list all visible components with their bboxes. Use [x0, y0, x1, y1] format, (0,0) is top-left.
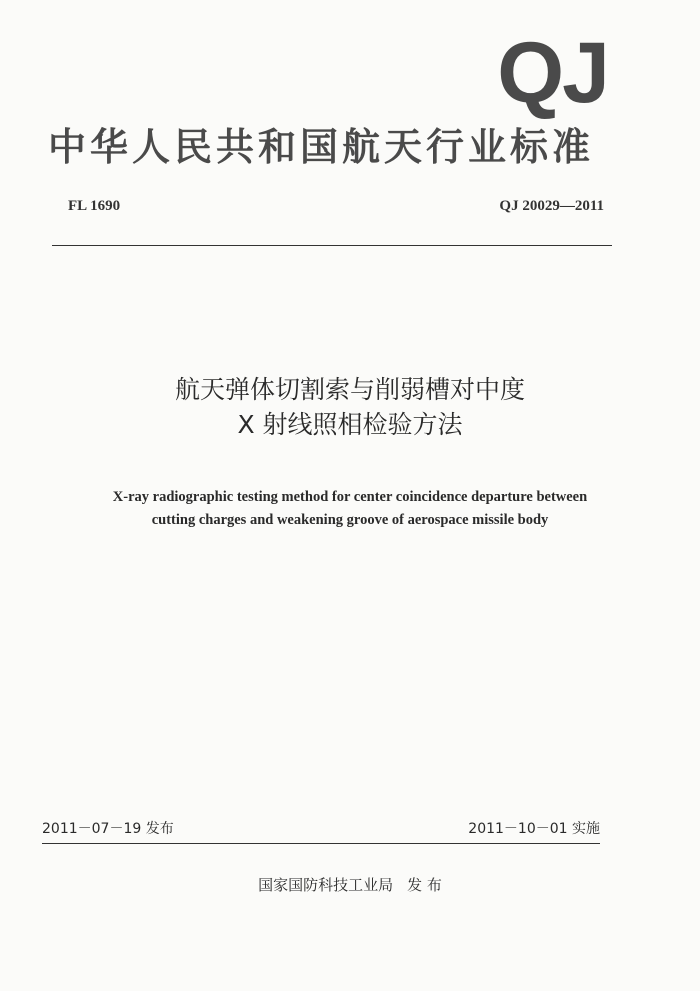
top-divider: [52, 245, 612, 246]
bottom-divider: [42, 843, 600, 844]
qj-logo: QJ: [497, 25, 608, 121]
issuer-org: 国家国防科技工业局: [258, 876, 394, 894]
english-title-line-2: cutting charges and weakening groove of aerospace missile body: [151, 512, 549, 529]
standard-name-heading: 中华人民共和国航天行业标准: [48, 125, 595, 169]
english-title: [40, 486, 660, 532]
issue-date: 2011－07－19 发布: [42, 821, 174, 837]
chinese-title-line-1: 航天弹体切割索与削弱槽对中度: [174, 375, 525, 404]
english-title-line-1: X-ray radiographic testing method for center coincidence departure between: [112, 489, 588, 505]
chinese-title: [0, 372, 700, 442]
implementation-date: 2011－10－01 实施: [468, 821, 600, 837]
standard-number: QJ 20029—2011: [499, 198, 604, 214]
issuer-line: [0, 874, 700, 895]
chinese-title-line-2: X 射线照相检验方法: [237, 410, 463, 439]
issuer-action: 发 布: [407, 876, 442, 894]
classification-code: FL 1690: [68, 198, 121, 214]
